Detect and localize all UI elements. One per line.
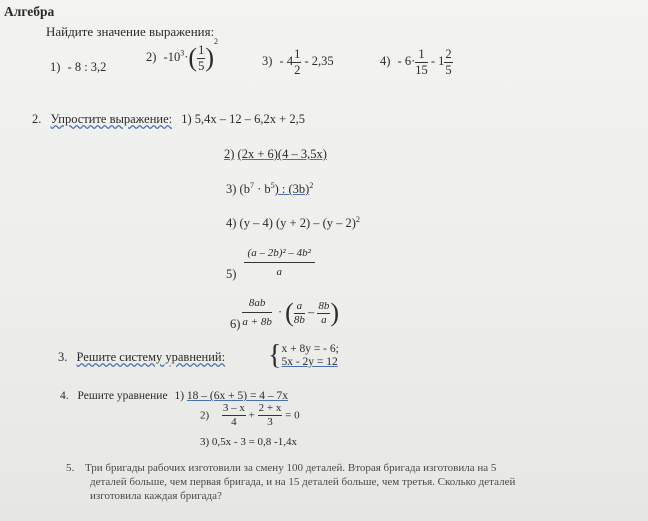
fraction-denominator: 8b xyxy=(293,313,305,326)
item-middle: - 1 xyxy=(430,53,445,68)
item-expression: 4) (y – 4) (y + 2) – (y – 2) xyxy=(226,216,356,231)
item-equals: = 0 xyxy=(285,409,300,422)
task4-item-2 xyxy=(200,403,300,428)
open-paren: ( xyxy=(285,298,294,327)
item-part: 3) (b xyxy=(226,182,250,197)
task1-item-3 xyxy=(262,48,334,76)
fraction-numerator: 8b xyxy=(318,299,330,312)
item-part: ) : (3b) xyxy=(274,182,310,197)
fraction-numerator: 1 xyxy=(294,47,301,61)
item-number: 2) xyxy=(200,409,210,422)
fraction-numerator: 3 – x xyxy=(222,402,245,414)
item-fraction-2 xyxy=(444,48,452,76)
system-brace: { xyxy=(268,340,282,371)
item-expression: - 8 : 3,2 xyxy=(67,60,107,74)
item-number: 3) xyxy=(262,53,273,68)
task4-heading: Решите уравнение xyxy=(77,390,168,402)
close-paren: ) xyxy=(205,43,214,72)
fraction-numerator: 8ab xyxy=(242,298,271,313)
item-fraction-2 xyxy=(258,403,283,428)
close-paren: ) xyxy=(330,298,339,327)
task2-item-2 xyxy=(224,147,327,162)
task-number: 2. xyxy=(32,112,42,126)
paren-fraction-1 xyxy=(294,301,305,326)
fraction-denominator: 5 xyxy=(445,62,452,77)
fraction-denominator: a + 8b xyxy=(242,316,272,328)
task1-heading: Найдите значение выражения: xyxy=(46,24,215,39)
task2-item-1: 1) 5,4x – 12 – 6,2x + 2,5 xyxy=(181,112,305,126)
fraction-denominator: 5 xyxy=(198,58,205,73)
task4-header xyxy=(60,390,288,402)
fraction-denominator: 4 xyxy=(231,416,237,428)
item-whole: - 4 xyxy=(279,53,294,68)
item-fraction xyxy=(244,248,315,278)
item-expression: (2x + 6)(4 – 3,5x) xyxy=(237,147,327,161)
item-plus: + xyxy=(248,409,255,422)
task2-heading: Упростите выражение: xyxy=(50,112,173,126)
fraction-denominator: 3 xyxy=(267,416,273,428)
system-equations xyxy=(281,343,338,369)
task5-text: Три бригады рабочих изготовили за смену 100 деталей. Вторая бригада изготовила на 5 xyxy=(85,462,497,474)
fraction-denominator: a xyxy=(321,313,327,326)
task2-header xyxy=(32,112,305,127)
fraction-numerator: 2 xyxy=(445,47,452,61)
item-power: 3 xyxy=(180,48,185,58)
fraction-numerator: 1 xyxy=(415,48,428,63)
fraction-denominator: 2 xyxy=(294,62,301,77)
fraction-numerator: 1 xyxy=(198,43,205,57)
equation-2: 5x - 2y = 12 xyxy=(281,356,338,368)
task2-item-4 xyxy=(226,215,360,231)
item-fraction-1 xyxy=(222,403,246,428)
item-fraction xyxy=(242,298,271,328)
task5-line-3: изготовила каждая бригада? xyxy=(90,490,222,502)
item-part: · b xyxy=(253,182,271,197)
item-dot: · xyxy=(277,304,283,319)
task1-item-2 xyxy=(146,36,218,73)
item-number: 2) xyxy=(146,49,157,64)
equation-1: x + 8y = - 6; xyxy=(281,343,339,355)
item-power: 7 xyxy=(249,181,254,190)
task4-item-3: 3) 0,5x - 3 = 0,8 -1,4x xyxy=(200,436,297,448)
paren-fraction-2 xyxy=(317,301,330,326)
item-number: 4) xyxy=(380,53,391,68)
task3-header xyxy=(58,350,225,365)
fraction-denominator: a xyxy=(276,266,282,278)
fraction-numerator: (a – 2b)² – 4b² xyxy=(244,248,315,263)
item-dot: · xyxy=(184,49,189,64)
task1-item-1 xyxy=(50,60,106,75)
task3-heading: Решите систему уравнений: xyxy=(76,350,226,364)
item-base: -10 xyxy=(163,49,181,64)
task4-item-1: 18 – (6x + 5) = 4 – 7x xyxy=(186,390,289,402)
item-lead: - 6· xyxy=(397,53,416,68)
open-paren: ( xyxy=(188,43,198,72)
page-title: Алгебра xyxy=(4,4,55,19)
task5-line-1 xyxy=(66,462,496,474)
item-fraction xyxy=(293,48,301,76)
item-power: 2 xyxy=(309,181,314,190)
item-number: 2) xyxy=(224,147,235,161)
item-fraction-1 xyxy=(415,48,428,76)
item-outer-power: 2 xyxy=(213,36,218,46)
task-number: 3. xyxy=(58,350,68,364)
task1-item-4 xyxy=(380,48,453,76)
item-number: 1) xyxy=(50,60,61,74)
task3-system xyxy=(268,342,339,370)
task5-line-2: деталей больше, чем первая бригада, и на 15 деталей больше, чем третья. Сколько деталей xyxy=(90,476,516,488)
task2-item-3 xyxy=(226,181,313,197)
task-number: 4. xyxy=(60,390,69,402)
task2-item-5 xyxy=(226,248,315,282)
item-number: 6) xyxy=(230,316,241,331)
item-tail: - 2,35 xyxy=(304,53,334,68)
fraction-denominator: 15 xyxy=(415,62,428,77)
task2-item-6 xyxy=(230,298,339,332)
item-power: 2 xyxy=(355,215,360,224)
fraction-numerator: 2 + x xyxy=(258,402,282,414)
item-power: 5 xyxy=(270,181,275,190)
item-number: 5) xyxy=(226,266,237,281)
task-number: 5. xyxy=(66,462,75,474)
item-number: 1) xyxy=(174,390,185,402)
item-minus: – xyxy=(307,304,315,319)
fraction-numerator: a xyxy=(294,301,305,314)
